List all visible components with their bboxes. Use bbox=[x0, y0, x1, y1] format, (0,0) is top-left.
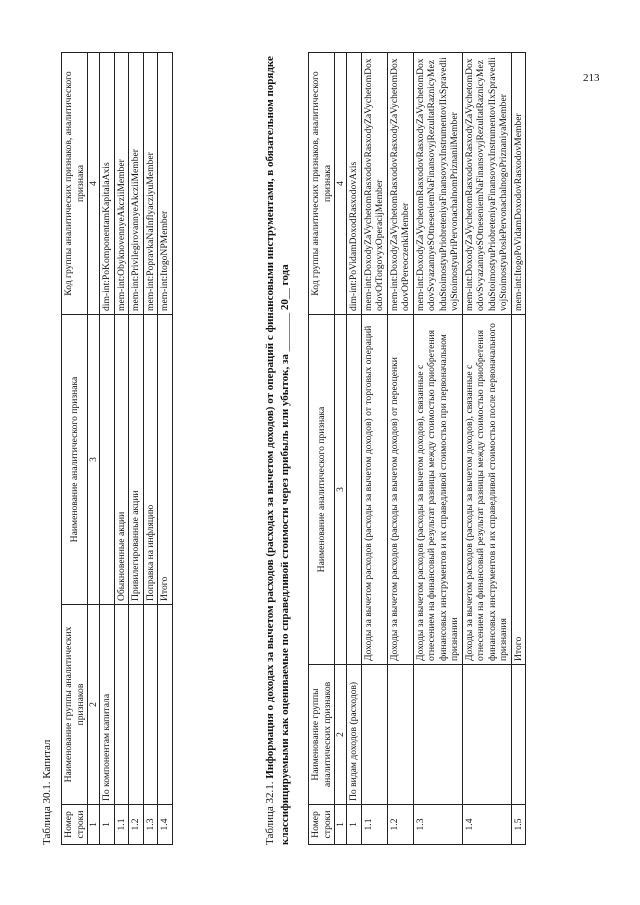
code: mem-int:DoxodyZaVychetomRasxodovRasxodyZaVychetomDoxodovSvyazannyeSOtneseniemNaFinansovyjRezultatRaznicyMezhduStoimostyuPriobreteniyaFinansovyxInstrumentovIIxSpravedlivojStoimostyuPriPervonachalnomPriznaniiMember bbox=[413, 53, 462, 315]
feature-name: Доходы за вычетом расходов (расходы за вычетом доходов) от переоценки bbox=[387, 315, 413, 665]
code: dim-int:PoKomponentamKapitalaAxis bbox=[100, 53, 115, 315]
feature-name bbox=[100, 315, 115, 605]
row-number: 1.4 bbox=[462, 805, 511, 845]
group-name bbox=[114, 605, 129, 805]
table-row bbox=[347, 53, 362, 845]
code: mem-int:DoxodyZaVychetomRasxodovRasxodyZaVychetomDoxodovSvyazannyeSOtneseniemNaFinansovyjRezultatRaznicyMezhduStoimostyuPriobreteniyaFinansovyxInstrumentovIIxSpravedlivojStoimostyuPoslePervonachalnogoPriznaniyaMember bbox=[462, 53, 511, 315]
code: mem-int:ItogoNPMember bbox=[158, 53, 173, 315]
code: mem-int:DoxodyZaVychetomRasxodovRasxodyZaVychetomDoxodovOtTorgovyxOperacijMember bbox=[361, 53, 387, 315]
code: mem-int:ItogoPoVidamDoxodovRasxodovMember bbox=[511, 53, 526, 315]
header-feature-name: Наименование аналитического признака bbox=[309, 315, 335, 665]
caption-period-blank: _______ bbox=[279, 312, 291, 352]
table-32-caption-title: Информация о доходах за вычетом расходов (расходах за вычетом доходов) от операций с финансовыми инструментами, в обязательном порядке классифицируемыми как оцениваемые по справедливой стоимости через прибыль или убыток, за bbox=[264, 56, 291, 845]
header-group-name: Наименование группы аналитических признаков bbox=[309, 665, 335, 805]
row-number: 1 bbox=[100, 805, 115, 845]
table-row bbox=[361, 53, 387, 845]
table-row bbox=[511, 53, 526, 845]
row-number: 1.1 bbox=[114, 805, 129, 845]
feature-name: Итого bbox=[158, 315, 173, 605]
feature-name: Обыкновенные акции bbox=[114, 315, 129, 605]
group-name bbox=[158, 605, 173, 805]
feature-name bbox=[347, 315, 362, 665]
row-number: 1.3 bbox=[413, 805, 462, 845]
group-name bbox=[143, 605, 158, 805]
group-name: По компонентам капитала bbox=[100, 605, 115, 805]
group-name bbox=[387, 665, 413, 805]
code: mem-int:ObyknovennyeAkcziiMember bbox=[114, 53, 129, 315]
table-row bbox=[129, 53, 144, 845]
group-name bbox=[129, 605, 144, 805]
group-name: По видам доходов (расходов) bbox=[347, 665, 362, 805]
capital-table bbox=[61, 52, 173, 845]
code: mem-int:DoxodyZaVychetomRasxodovRasxodyZaVychetomDoxodovOtPereoczenkiMember bbox=[387, 53, 413, 315]
table-30-caption: Таблица 30.1. Капитал bbox=[41, 739, 53, 845]
row-number: 1 bbox=[347, 805, 362, 845]
table-row bbox=[413, 53, 462, 845]
column-number: 3 bbox=[88, 315, 100, 605]
feature-name: Привилегированные акции bbox=[129, 315, 144, 605]
group-name bbox=[462, 665, 511, 805]
caption-year-blank: __ bbox=[279, 288, 291, 300]
row-number: 1.2 bbox=[129, 805, 144, 845]
header-group-name: Наименование группы аналитических признаков bbox=[62, 605, 88, 805]
group-name bbox=[511, 665, 526, 805]
column-number: 4 bbox=[335, 53, 347, 315]
feature-name: Доходы за вычетом расходов (расходы за вычетом доходов), связанные с отнесением на финансовый результат разницы между стоимостью приобретения финансовых инструментов и их справедливой стоимостью при первоначальном признании bbox=[413, 315, 462, 665]
row-number: 1.2 bbox=[387, 805, 413, 845]
table-row bbox=[143, 53, 158, 845]
caption-year-word: года bbox=[279, 264, 291, 286]
page-number: 213 bbox=[583, 72, 600, 84]
code: dim-int:PoVidamDoxodRasxodovAxis bbox=[347, 53, 362, 315]
header-row-number: Номер строки bbox=[309, 805, 335, 845]
table-row bbox=[100, 53, 115, 845]
column-number: 2 bbox=[335, 665, 347, 805]
feature-name: Доходы за вычетом расходов (расходы за вычетом доходов), связанные с отнесением на финансовый результат разницы между стоимостью приобретения финансовых инструментов и их справедливой стоимостью после первоначального признания bbox=[462, 315, 511, 665]
header-row-number: Номер строки bbox=[62, 805, 88, 845]
table-row bbox=[114, 53, 129, 845]
header-code: Код группы аналитических признаков, аналитического признака bbox=[309, 53, 335, 315]
table-row bbox=[387, 53, 413, 845]
table-row bbox=[462, 53, 511, 845]
caption-year-prefix: 20 bbox=[279, 299, 291, 311]
rotated-page-content bbox=[40, 35, 620, 845]
header-code: Код группы аналитических признаков, аналитического признака bbox=[62, 53, 88, 315]
group-name bbox=[361, 665, 387, 805]
row-number: 1.1 bbox=[361, 805, 387, 845]
feature-name: Итого bbox=[511, 315, 526, 665]
row-number: 1.4 bbox=[158, 805, 173, 845]
table-32-caption-prefix: Таблица 32.1. bbox=[264, 778, 276, 845]
table-row bbox=[158, 53, 173, 845]
row-number: 1.5 bbox=[511, 805, 526, 845]
group-name bbox=[413, 665, 462, 805]
row-number: 1.3 bbox=[143, 805, 158, 845]
feature-name: Доходы за вычетом расходов (расходы за вычетом доходов) от торговых операций bbox=[361, 315, 387, 665]
column-number: 1 bbox=[88, 805, 100, 845]
column-number: 4 bbox=[88, 53, 100, 315]
income-table bbox=[308, 52, 526, 845]
column-number: 3 bbox=[335, 315, 347, 665]
column-number: 2 bbox=[88, 605, 100, 805]
feature-name: Поправка на инфляцию bbox=[143, 315, 158, 605]
code: mem-int:PopravkaNaInflyacziyuMember bbox=[143, 53, 158, 315]
code: mem-int:PrivilegirovannyeAkcziiMember bbox=[129, 53, 144, 315]
table-32-caption bbox=[263, 55, 293, 845]
column-number: 1 bbox=[335, 805, 347, 845]
header-feature-name: Наименование аналитического признака bbox=[62, 315, 88, 605]
